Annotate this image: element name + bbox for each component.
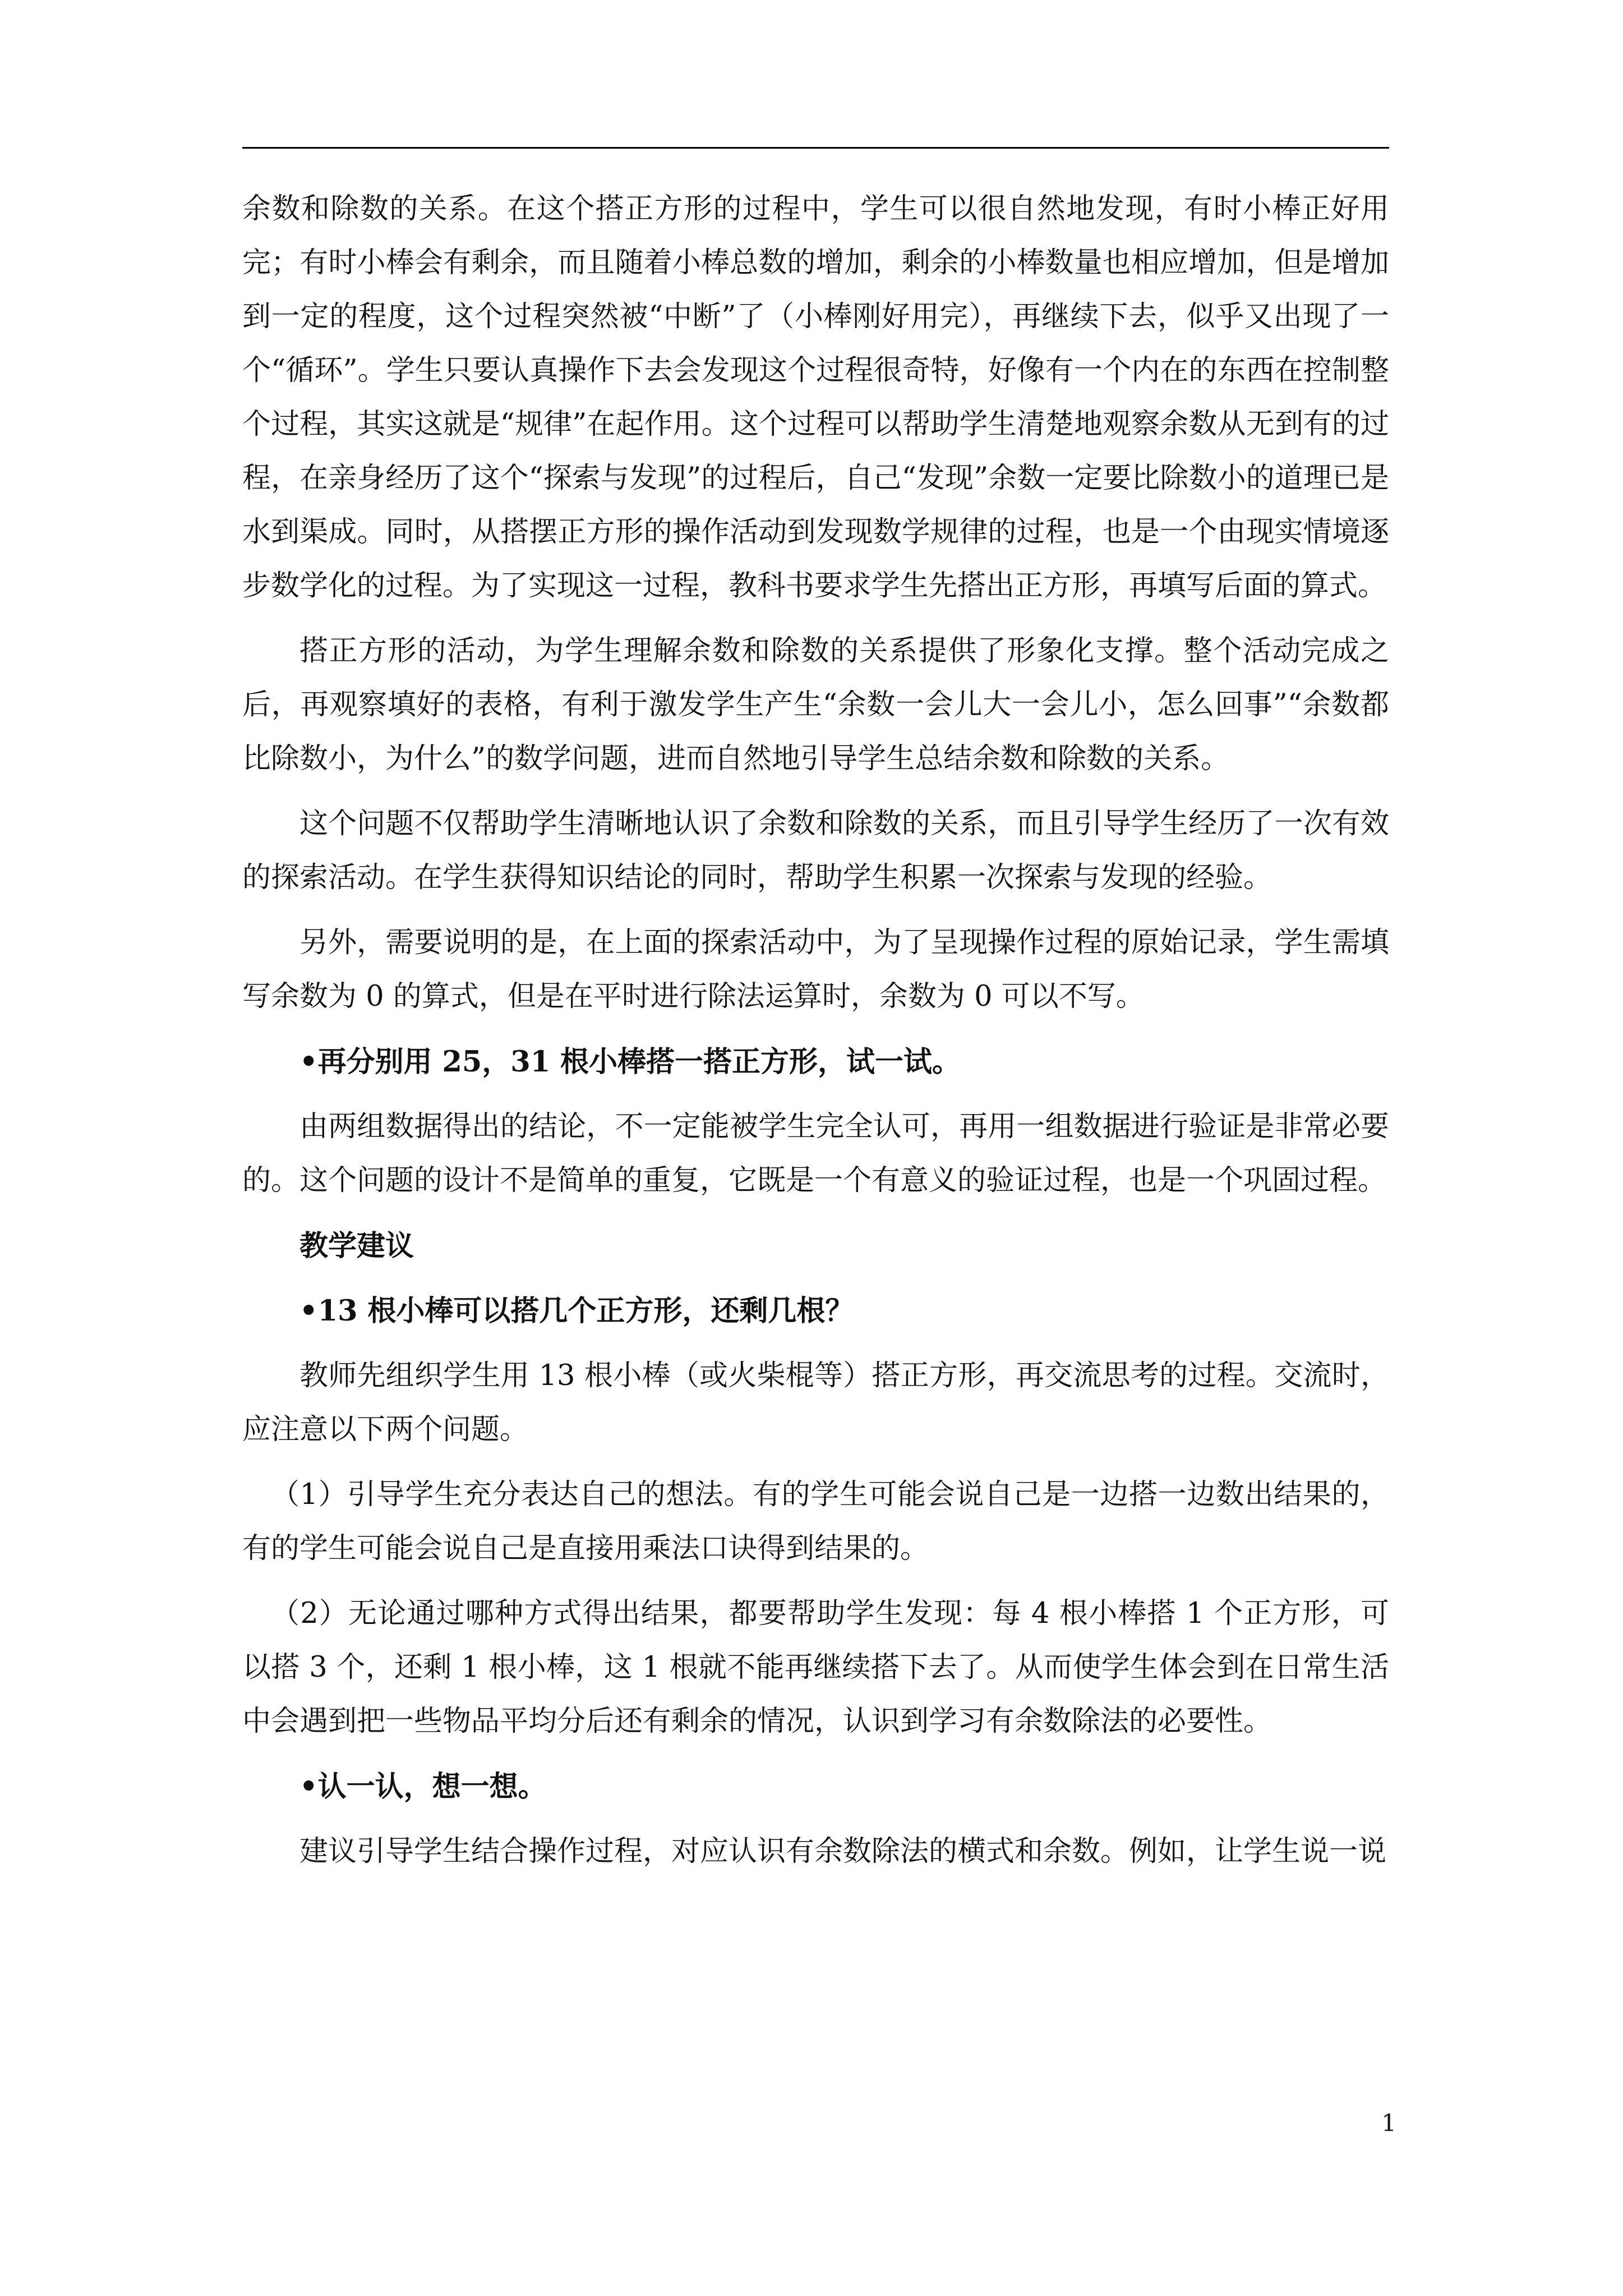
paragraph-3: 这个问题不仅帮助学生清晰地认识了余数和除数的关系，而且引导学生经历了一次有效的探索活动。在学生获得知识结论的同时，帮助学生积累一次探索与发现的经验。 — [242, 807, 1389, 894]
header-rule — [242, 147, 1389, 149]
paragraph-2: 搭正方形的活动，为学生理解余数和除数的关系提供了形象化支撑。整个活动完成之后，再观察填好的表格，有利于激发学生产生“余数一会儿大一会儿小，怎么回事”“余数都比除数小，为什么”的数学问题，进而自然地引导学生总结余数和除数的关系。 — [242, 634, 1389, 775]
bullet-heading-verify: •再分别用 25，31 根小棒搭一搭正方形，试一试。 — [299, 1045, 961, 1079]
section-heading-teaching-suggestions: 教学建议 — [299, 1229, 414, 1263]
list-item-1: （1）引导学生充分表达自己的想法。有的学生可能会说自己是一边搭一边数出结果的，有的学生可能会说自己是直接用乘法口诀得到结果的。 — [242, 1478, 1389, 1565]
paragraph-5: 由两组数据得出的结论，不一定能被学生完全认可，再用一组数据进行验证是非常必要的。这个问题的设计不是简单的重复，它既是一个有意义的验证过程，也是一个巩固过程。 — [242, 1110, 1389, 1197]
paragraph-7: 建议引导学生结合操作过程，对应认识有余数除法的横式和余数。例如，让学生说一说 — [299, 1835, 1387, 1868]
bullet-heading-recognize: •认一认，想一想。 — [299, 1770, 547, 1803]
paragraph-4: 另外，需要说明的是，在上面的探索活动中，为了呈现操作过程的原始记录，学生需填写余数为 0 的算式，但是在平时进行除法运算时，余数为 0 可以不写。 — [242, 926, 1389, 1013]
list-item-2: （2）无论通过哪种方式得出结果，都要帮助学生发现：每 4 根小棒搭 1 个正方形，可以搭 3 个，还剩 1 根小棒，这 1 根就不能再继续搭下去了。从而使学生体会到在日常生活中会遇到把一些物品平均分后还有剩余的情况，认识到学习有余数除法的必要性。 — [242, 1597, 1389, 1738]
page-number: 1 — [1381, 2109, 1396, 2137]
paragraph-1: 余数和除数的关系。在这个搭正方形的过程中，学生可以很自然地发现，有时小棒正好用完；有时小棒会有剩余，而且随着小棒总数的增加，剩余的小棒数量也相应增加，但是增加到一定的程度，这个过程突然被“中断”了（小棒刚好用完），再继续下去，似乎又出现了一个“循环”。学生只要认真操作下去会发现这个过程很奇特，好像有一个内在的东西在控制整个过程，其实这就是“规律”在起作用。这个过程可以帮助学生清楚地观察余数从无到有的过程，在亲身经历了这个“探索与发现”的过程后，自己“发现”余数一定要比除数小的道理已是水到渠成。同时，从搭摆正方形的操作活动到发现数学规律的过程，也是一个由现实情境逐步数学化的过程。为了实现这一过程，教科书要求学生先搭出正方形，再填写后面的算式。 — [242, 192, 1389, 602]
page-body — [242, 182, 1389, 1890]
bullet-heading-13-sticks: •13 根小棒可以搭几个正方形，还剩几根？ — [299, 1294, 854, 1328]
paragraph-6: 教师先组织学生用 13 根小棒（或火柴棍等）搭正方形，再交流思考的过程。交流时，应注意以下两个问题。 — [242, 1359, 1389, 1446]
